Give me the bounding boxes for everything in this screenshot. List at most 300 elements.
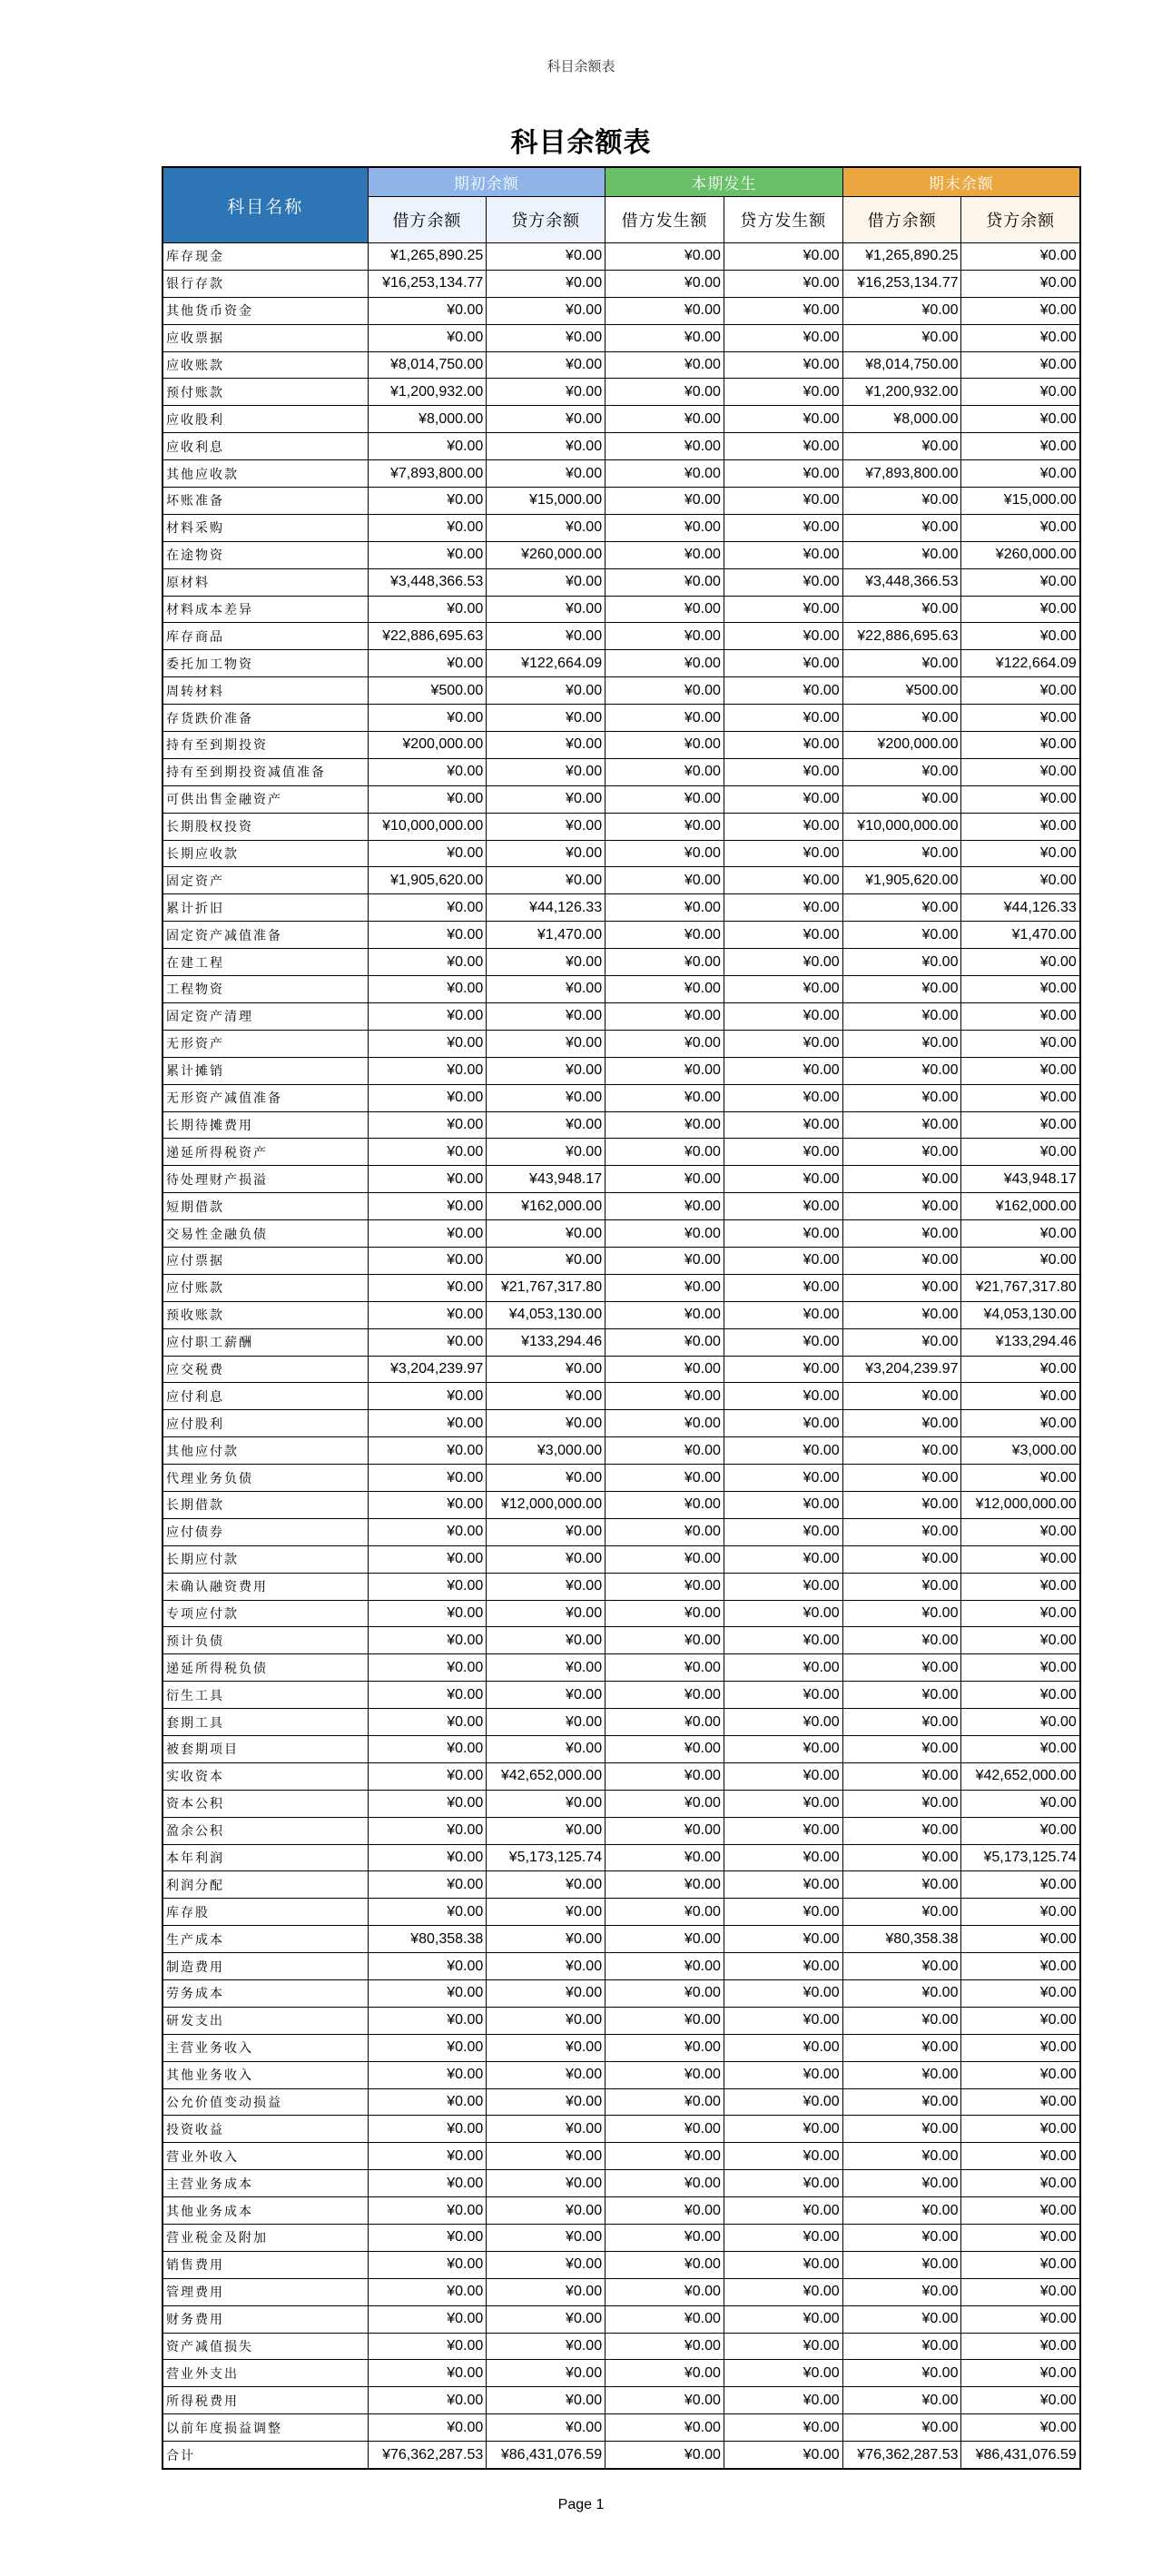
amount-cell: ¥0.00 (724, 1057, 842, 1084)
table-row (162, 351, 1080, 379)
amount-cell: ¥0.00 (724, 813, 842, 840)
amount-cell: ¥80,358.38 (368, 1926, 487, 1953)
table-row (162, 1627, 1080, 1654)
amount-cell: ¥0.00 (368, 1193, 487, 1220)
table-row (162, 650, 1080, 677)
amount-cell: ¥0.00 (606, 1600, 724, 1627)
amount-cell: ¥0.00 (487, 2143, 606, 2170)
amount-cell: ¥3,204,239.97 (842, 1356, 961, 1383)
amount-cell: ¥0.00 (606, 596, 724, 623)
amount-cell: ¥260,000.00 (961, 541, 1080, 568)
amount-cell: ¥0.00 (961, 433, 1080, 460)
amount-cell: ¥0.00 (961, 514, 1080, 541)
amount-cell: ¥0.00 (487, 1139, 606, 1166)
account-name-cell: 坏账准备 (162, 488, 368, 515)
amount-cell: ¥0.00 (487, 297, 606, 324)
amount-cell: ¥0.00 (606, 677, 724, 705)
amount-cell: ¥0.00 (842, 541, 961, 568)
account-name-cell: 其他应付款 (162, 1437, 368, 1465)
amount-cell: ¥133,294.46 (961, 1328, 1080, 1356)
amount-cell: ¥0.00 (842, 1491, 961, 1518)
header-account-name: 科目名称 (162, 167, 368, 243)
amount-cell: ¥0.00 (842, 1953, 961, 1980)
table-row (162, 270, 1080, 297)
amount-cell: ¥0.00 (842, 1057, 961, 1084)
amount-cell: ¥0.00 (961, 1465, 1080, 1492)
table-row (162, 460, 1080, 488)
amount-cell: ¥0.00 (842, 1437, 961, 1465)
amount-cell: ¥0.00 (487, 1247, 606, 1274)
amount-cell: ¥0.00 (842, 785, 961, 813)
table-row (162, 1926, 1080, 1953)
account-name-cell: 持有至到期投资 (162, 732, 368, 759)
amount-cell: ¥0.00 (368, 2170, 487, 2197)
amount-cell: ¥0.00 (842, 1518, 961, 1545)
amount-cell: ¥0.00 (961, 243, 1080, 271)
amount-cell: ¥0.00 (961, 1410, 1080, 1437)
balance-table (162, 166, 1081, 2470)
amount-cell: ¥4,053,130.00 (961, 1301, 1080, 1328)
amount-cell: ¥0.00 (961, 1654, 1080, 1682)
account-name-cell: 原材料 (162, 568, 368, 596)
header-opening-debit: 借方余额 (368, 197, 487, 243)
table-row (162, 406, 1080, 433)
amount-cell: ¥0.00 (724, 488, 842, 515)
table-row (162, 2333, 1080, 2360)
table-row (162, 1817, 1080, 1844)
amount-cell: ¥0.00 (724, 2061, 842, 2088)
account-name-cell: 被套期项目 (162, 1735, 368, 1762)
table-row (162, 2251, 1080, 2278)
account-name-cell: 应交税费 (162, 1356, 368, 1383)
amount-cell: ¥0.00 (606, 460, 724, 488)
header-closing-debit: 借方余额 (842, 197, 961, 243)
amount-cell: ¥0.00 (961, 2143, 1080, 2170)
table-row (162, 1465, 1080, 1492)
table-row (162, 1518, 1080, 1545)
amount-cell: ¥0.00 (724, 1465, 842, 1492)
account-name-cell: 以前年度损益调整 (162, 2414, 368, 2442)
amount-cell: ¥0.00 (842, 2387, 961, 2414)
amount-cell: ¥0.00 (606, 1111, 724, 1139)
amount-cell: ¥0.00 (724, 2225, 842, 2252)
table-row (162, 867, 1080, 894)
account-name-cell: 其他业务成本 (162, 2197, 368, 2225)
table-row (162, 1545, 1080, 1573)
amount-cell: ¥0.00 (368, 2251, 487, 2278)
amount-cell: ¥0.00 (724, 1139, 842, 1166)
amount-cell: ¥0.00 (368, 949, 487, 976)
account-name-cell: 研发支出 (162, 2007, 368, 2034)
amount-cell: ¥0.00 (606, 2278, 724, 2305)
amount-cell: ¥0.00 (724, 2360, 842, 2387)
account-name-cell: 长期待摊费用 (162, 1111, 368, 1139)
amount-cell: ¥260,000.00 (487, 541, 606, 568)
amount-cell: ¥0.00 (842, 758, 961, 785)
amount-cell: ¥0.00 (961, 324, 1080, 351)
table-row (162, 2088, 1080, 2116)
amount-cell: ¥0.00 (368, 2278, 487, 2305)
amount-cell: ¥0.00 (368, 1545, 487, 1573)
amount-cell: ¥0.00 (724, 1111, 842, 1139)
amount-cell: ¥0.00 (368, 1111, 487, 1139)
amount-cell: ¥0.00 (606, 1166, 724, 1193)
amount-cell: ¥162,000.00 (487, 1193, 606, 1220)
amount-cell: ¥0.00 (724, 2414, 842, 2442)
amount-cell: ¥0.00 (606, 1465, 724, 1492)
amount-cell: ¥0.00 (724, 1899, 842, 1926)
account-name-cell: 制造费用 (162, 1953, 368, 1980)
amount-cell: ¥0.00 (487, 1980, 606, 2008)
table-row (162, 1193, 1080, 1220)
amount-cell: ¥0.00 (606, 1953, 724, 1980)
amount-cell: ¥42,652,000.00 (487, 1762, 606, 1790)
amount-cell: ¥0.00 (961, 270, 1080, 297)
amount-cell: ¥0.00 (842, 324, 961, 351)
amount-cell: ¥0.00 (487, 1084, 606, 1111)
amount-cell: ¥0.00 (606, 976, 724, 1003)
amount-cell: ¥0.00 (842, 1274, 961, 1301)
amount-cell: ¥0.00 (724, 677, 842, 705)
amount-cell: ¥0.00 (487, 1518, 606, 1545)
amount-cell: ¥0.00 (724, 1926, 842, 1953)
amount-cell: ¥0.00 (606, 1193, 724, 1220)
table-row (162, 297, 1080, 324)
amount-cell: ¥1,470.00 (487, 922, 606, 949)
amount-cell: ¥42,652,000.00 (961, 1762, 1080, 1790)
amount-cell: ¥0.00 (724, 949, 842, 976)
amount-cell: ¥0.00 (606, 243, 724, 271)
amount-cell: ¥0.00 (842, 1111, 961, 1139)
amount-cell: ¥1,200,932.00 (368, 379, 487, 406)
table-row (162, 1899, 1080, 1926)
amount-cell: ¥0.00 (368, 1871, 487, 1899)
amount-cell: ¥0.00 (368, 1600, 487, 1627)
amount-cell: ¥0.00 (961, 379, 1080, 406)
amount-cell: ¥0.00 (961, 1871, 1080, 1899)
amount-cell: ¥0.00 (724, 1301, 842, 1328)
amount-cell: ¥0.00 (842, 1247, 961, 1274)
amount-cell: ¥0.00 (724, 1518, 842, 1545)
amount-cell: ¥16,253,134.77 (842, 270, 961, 297)
amount-cell: ¥8,014,750.00 (368, 351, 487, 379)
account-name-cell: 其他应收款 (162, 460, 368, 488)
amount-cell: ¥0.00 (842, 1465, 961, 1492)
amount-cell: ¥0.00 (487, 1465, 606, 1492)
amount-cell: ¥0.00 (606, 650, 724, 677)
amount-cell: ¥0.00 (368, 2034, 487, 2061)
amount-cell: ¥0.00 (842, 1817, 961, 1844)
amount-cell: ¥0.00 (724, 1980, 842, 2008)
amount-cell: ¥0.00 (842, 1220, 961, 1248)
amount-cell: ¥0.00 (606, 433, 724, 460)
amount-cell: ¥0.00 (606, 379, 724, 406)
table-row (162, 2305, 1080, 2333)
account-name-cell: 管理费用 (162, 2278, 368, 2305)
amount-cell: ¥0.00 (961, 1545, 1080, 1573)
amount-cell: ¥0.00 (606, 1518, 724, 1545)
amount-cell: ¥0.00 (606, 894, 724, 922)
amount-cell: ¥0.00 (842, 596, 961, 623)
table-row (162, 1356, 1080, 1383)
amount-cell: ¥1,200,932.00 (842, 379, 961, 406)
amount-cell: ¥0.00 (961, 1817, 1080, 1844)
amount-cell: ¥3,448,366.53 (842, 568, 961, 596)
amount-cell: ¥0.00 (961, 2197, 1080, 2225)
amount-cell: ¥0.00 (606, 351, 724, 379)
amount-cell: ¥0.00 (724, 2387, 842, 2414)
amount-cell: ¥0.00 (842, 1328, 961, 1356)
amount-cell: ¥0.00 (961, 1953, 1080, 1980)
amount-cell: ¥0.00 (487, 1709, 606, 1736)
amount-cell: ¥0.00 (724, 596, 842, 623)
amount-cell: ¥21,767,317.80 (487, 1274, 606, 1301)
amount-cell: ¥200,000.00 (368, 732, 487, 759)
amount-cell: ¥0.00 (606, 813, 724, 840)
amount-cell: ¥0.00 (606, 1899, 724, 1926)
table-row (162, 1166, 1080, 1193)
amount-cell: ¥0.00 (368, 541, 487, 568)
amount-cell: ¥0.00 (368, 1328, 487, 1356)
amount-cell: ¥0.00 (724, 2034, 842, 2061)
amount-cell: ¥0.00 (961, 1600, 1080, 1627)
amount-cell: ¥0.00 (487, 1790, 606, 1817)
amount-cell: ¥12,000,000.00 (961, 1491, 1080, 1518)
account-name-cell: 劳务成本 (162, 1980, 368, 2008)
amount-cell: ¥0.00 (961, 758, 1080, 785)
account-name-cell: 应收股利 (162, 406, 368, 433)
amount-cell: ¥0.00 (368, 1084, 487, 1111)
table-row (162, 705, 1080, 732)
amount-cell: ¥0.00 (724, 1247, 842, 1274)
amount-cell: ¥0.00 (368, 1220, 487, 1248)
amount-cell: ¥0.00 (842, 488, 961, 515)
amount-cell: ¥0.00 (842, 2197, 961, 2225)
amount-cell: ¥0.00 (487, 840, 606, 867)
amount-cell: ¥0.00 (606, 867, 724, 894)
amount-cell: ¥0.00 (961, 2116, 1080, 2143)
amount-cell: ¥0.00 (724, 1790, 842, 1817)
amount-cell: ¥1,265,890.25 (368, 243, 487, 271)
amount-cell: ¥0.00 (368, 2088, 487, 2116)
amount-cell: ¥0.00 (487, 2116, 606, 2143)
amount-cell: ¥0.00 (606, 1356, 724, 1383)
amount-cell: ¥0.00 (961, 1790, 1080, 1817)
amount-cell: ¥0.00 (961, 785, 1080, 813)
table-row (162, 1762, 1080, 1790)
amount-cell: ¥0.00 (606, 949, 724, 976)
amount-cell: ¥0.00 (368, 1790, 487, 1817)
amount-cell: ¥0.00 (606, 1491, 724, 1518)
amount-cell: ¥0.00 (724, 1193, 842, 1220)
table-row (162, 1084, 1080, 1111)
amount-cell: ¥0.00 (487, 2278, 606, 2305)
amount-cell: ¥0.00 (842, 894, 961, 922)
table-row (162, 1437, 1080, 1465)
account-name-cell: 套期工具 (162, 1709, 368, 1736)
account-name-cell: 长期应付款 (162, 1545, 368, 1573)
amount-cell: ¥10,000,000.00 (842, 813, 961, 840)
account-name-cell: 主营业务成本 (162, 2170, 368, 2197)
amount-cell: ¥0.00 (724, 867, 842, 894)
amount-cell: ¥0.00 (368, 1762, 487, 1790)
amount-cell: ¥0.00 (724, 1328, 842, 1356)
amount-cell: ¥0.00 (606, 705, 724, 732)
amount-cell: ¥0.00 (487, 2170, 606, 2197)
amount-cell: ¥0.00 (368, 514, 487, 541)
amount-cell: ¥0.00 (606, 2088, 724, 2116)
amount-cell: ¥0.00 (606, 488, 724, 515)
account-name-cell: 应收利息 (162, 433, 368, 460)
amount-cell: ¥0.00 (724, 270, 842, 297)
amount-cell: ¥0.00 (842, 1166, 961, 1193)
amount-cell: ¥76,362,287.53 (842, 2442, 961, 2469)
amount-cell: ¥0.00 (487, 2061, 606, 2088)
amount-cell: ¥0.00 (842, 840, 961, 867)
amount-cell: ¥0.00 (842, 2333, 961, 2360)
amount-cell: ¥0.00 (961, 976, 1080, 1003)
amount-cell: ¥0.00 (724, 2442, 842, 2469)
account-name-cell: 应收账款 (162, 351, 368, 379)
amount-cell: ¥0.00 (606, 1057, 724, 1084)
amount-cell: ¥0.00 (368, 1980, 487, 2008)
amount-cell: ¥0.00 (961, 2061, 1080, 2088)
amount-cell: ¥0.00 (368, 1654, 487, 1682)
account-name-cell: 长期股权投资 (162, 813, 368, 840)
amount-cell: ¥0.00 (724, 2143, 842, 2170)
amount-cell: ¥0.00 (724, 1437, 842, 1465)
amount-cell: ¥1,905,620.00 (368, 867, 487, 894)
account-name-cell: 固定资产清理 (162, 1002, 368, 1030)
amount-cell: ¥0.00 (368, 1465, 487, 1492)
amount-cell: ¥0.00 (724, 2305, 842, 2333)
amount-cell: ¥0.00 (368, 2360, 487, 2387)
amount-cell: ¥0.00 (606, 1844, 724, 1871)
amount-cell: ¥0.00 (487, 949, 606, 976)
amount-cell: ¥0.00 (961, 1980, 1080, 2008)
amount-cell: ¥0.00 (961, 2333, 1080, 2360)
account-name-cell: 其他货币资金 (162, 297, 368, 324)
amount-cell: ¥5,173,125.74 (487, 1844, 606, 1871)
header-group-closing: 期末余额 (842, 167, 1080, 197)
amount-cell: ¥0.00 (842, 1084, 961, 1111)
account-name-cell: 累计摊销 (162, 1057, 368, 1084)
amount-cell: ¥0.00 (724, 785, 842, 813)
table-row (162, 1573, 1080, 1600)
account-name-cell: 主营业务收入 (162, 2034, 368, 2061)
amount-cell: ¥0.00 (724, 1084, 842, 1111)
account-name-cell: 应收票据 (162, 324, 368, 351)
amount-cell: ¥0.00 (961, 1627, 1080, 1654)
amount-cell: ¥0.00 (606, 2170, 724, 2197)
amount-cell: ¥0.00 (606, 270, 724, 297)
amount-cell: ¥0.00 (842, 1301, 961, 1328)
amount-cell: ¥0.00 (724, 379, 842, 406)
amount-cell: ¥0.00 (368, 2197, 487, 2225)
amount-cell: ¥0.00 (842, 650, 961, 677)
amount-cell: ¥0.00 (368, 785, 487, 813)
table-row (162, 2414, 1080, 2442)
amount-cell: ¥22,886,695.63 (842, 623, 961, 650)
table-body (162, 243, 1080, 2470)
account-name-cell: 实收资本 (162, 1762, 368, 1790)
amount-cell: ¥0.00 (368, 596, 487, 623)
account-name-cell: 本年利润 (162, 1844, 368, 1871)
table-row (162, 1383, 1080, 1410)
table-row (162, 514, 1080, 541)
amount-cell: ¥0.00 (961, 1356, 1080, 1383)
amount-cell: ¥0.00 (724, 758, 842, 785)
amount-cell: ¥0.00 (487, 460, 606, 488)
amount-cell: ¥0.00 (724, 1953, 842, 1980)
amount-cell: ¥0.00 (724, 705, 842, 732)
account-name-cell: 委托加工物资 (162, 650, 368, 677)
table-row (162, 976, 1080, 1003)
account-name-cell: 资产减值损失 (162, 2333, 368, 2360)
amount-cell: ¥0.00 (487, 2251, 606, 2278)
account-name-cell: 工程物资 (162, 976, 368, 1003)
amount-cell: ¥0.00 (368, 2116, 487, 2143)
table-row (162, 1247, 1080, 1274)
account-name-cell: 固定资产减值准备 (162, 922, 368, 949)
account-name-cell: 库存现金 (162, 243, 368, 271)
amount-cell: ¥0.00 (487, 433, 606, 460)
amount-cell: ¥0.00 (842, 1410, 961, 1437)
amount-cell: ¥0.00 (842, 2251, 961, 2278)
amount-cell: ¥0.00 (487, 1735, 606, 1762)
amount-cell: ¥0.00 (724, 1220, 842, 1248)
amount-cell: ¥162,000.00 (961, 1193, 1080, 1220)
amount-cell: ¥0.00 (842, 2170, 961, 2197)
amount-cell: ¥0.00 (487, 677, 606, 705)
amount-cell: ¥500.00 (368, 677, 487, 705)
amount-cell: ¥0.00 (724, 2333, 842, 2360)
amount-cell: ¥0.00 (961, 1735, 1080, 1762)
total-row (162, 2442, 1080, 2469)
amount-cell: ¥0.00 (724, 1410, 842, 1437)
header-closing-credit: 贷方余额 (961, 197, 1080, 243)
table-row (162, 1030, 1080, 1057)
amount-cell: ¥0.00 (842, 1193, 961, 1220)
amount-cell: ¥0.00 (487, 1926, 606, 1953)
amount-cell: ¥0.00 (961, 623, 1080, 650)
amount-cell: ¥0.00 (606, 1328, 724, 1356)
amount-cell: ¥0.00 (842, 1002, 961, 1030)
amount-cell: ¥0.00 (487, 1654, 606, 1682)
amount-cell: ¥0.00 (487, 514, 606, 541)
amount-cell: ¥0.00 (961, 2278, 1080, 2305)
account-name-cell: 固定资产 (162, 867, 368, 894)
amount-cell: ¥0.00 (724, 2251, 842, 2278)
account-name-cell: 短期借款 (162, 1193, 368, 1220)
account-name-cell: 存货跌价准备 (162, 705, 368, 732)
table-row (162, 541, 1080, 568)
amount-cell: ¥0.00 (724, 1573, 842, 1600)
account-name-cell: 材料采购 (162, 514, 368, 541)
amount-cell: ¥0.00 (961, 1220, 1080, 1248)
table-row (162, 1328, 1080, 1356)
amount-cell: ¥0.00 (368, 1410, 487, 1437)
account-name-cell: 应付账款 (162, 1274, 368, 1301)
amount-cell: ¥0.00 (487, 2197, 606, 2225)
amount-cell: ¥0.00 (368, 1383, 487, 1410)
amount-cell: ¥0.00 (487, 406, 606, 433)
amount-cell: ¥0.00 (724, 1600, 842, 1627)
amount-cell: ¥0.00 (368, 297, 487, 324)
amount-cell: ¥0.00 (724, 351, 842, 379)
amount-cell: ¥0.00 (606, 2333, 724, 2360)
amount-cell: ¥0.00 (487, 2305, 606, 2333)
